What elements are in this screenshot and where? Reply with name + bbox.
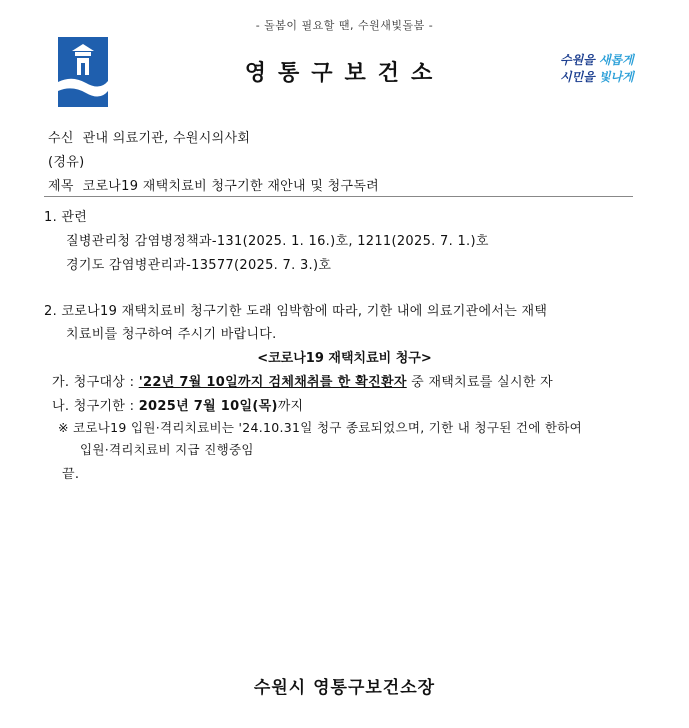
note-line-2: 입원·격리치료비 지급 진행중임 <box>80 442 254 457</box>
note-line-1: ※ 코로나19 입원·격리치료비는 '24.10.31일 청구 종료되었으며, 기한 내 청구된 건에 한하여 <box>58 420 582 435</box>
claim-deadline-rest: 까지 <box>277 399 304 414</box>
header-divider <box>44 196 633 197</box>
section-heading: <코로나19 재택치료비 청구> <box>257 351 432 366</box>
brand-line-1: 수원을 새롭게 <box>560 53 634 67</box>
item-1-title: 1. 관련 <box>44 210 88 225</box>
via-line: (경유) <box>48 155 85 170</box>
claim-deadline-date: 2025년 7월 10일(목) <box>138 399 278 414</box>
claim-target-line <box>52 371 553 390</box>
claim-target-label: 가. 청구대상 : <box>52 375 139 390</box>
claim-deadline-label: 나. 청구기한 : <box>52 399 139 414</box>
org-name: 영통구보건소 <box>244 61 445 86</box>
end-mark: 끝. <box>62 467 80 482</box>
brand-line-2: 시민을 빛나게 <box>560 70 634 84</box>
item-1-reference-2: 경기도 감염병관리과-13577(2025. 7. 3.)호 <box>66 258 332 273</box>
claim-deadline-line <box>52 395 303 414</box>
subject-line: 제목 코로나19 재택치료비 청구기한 재안내 및 청구독려 <box>48 179 380 194</box>
slogan: - 돌봄이 필요할 땐, 수원새빛돌봄 - <box>255 19 434 32</box>
claim-target-emphasis: '22년 7월 10일까지 검체채취를 한 확진환자 <box>138 375 407 390</box>
claim-target-rest: 중 재택치료를 실시한 자 <box>406 375 554 390</box>
item-2-line-1: 2. 코로나19 재택치료비 청구기한 도래 임박함에 따라, 기한 내에 의료기관에서는 재택 <box>44 304 548 319</box>
item-1-reference-1: 질병관리청 감염병정책과-131(2025. 1. 16.)호, 1211(2025. 7. 1.)호 <box>66 234 489 249</box>
sender-title: 수원시 영통구보건소장 <box>253 678 436 698</box>
city-brand-slogan <box>560 52 636 86</box>
item-2-line-2: 치료비를 청구하여 주시기 바랍니다. <box>66 327 277 342</box>
recipient-line: 수신 관내 의료기관, 수원시의사회 <box>48 131 251 146</box>
